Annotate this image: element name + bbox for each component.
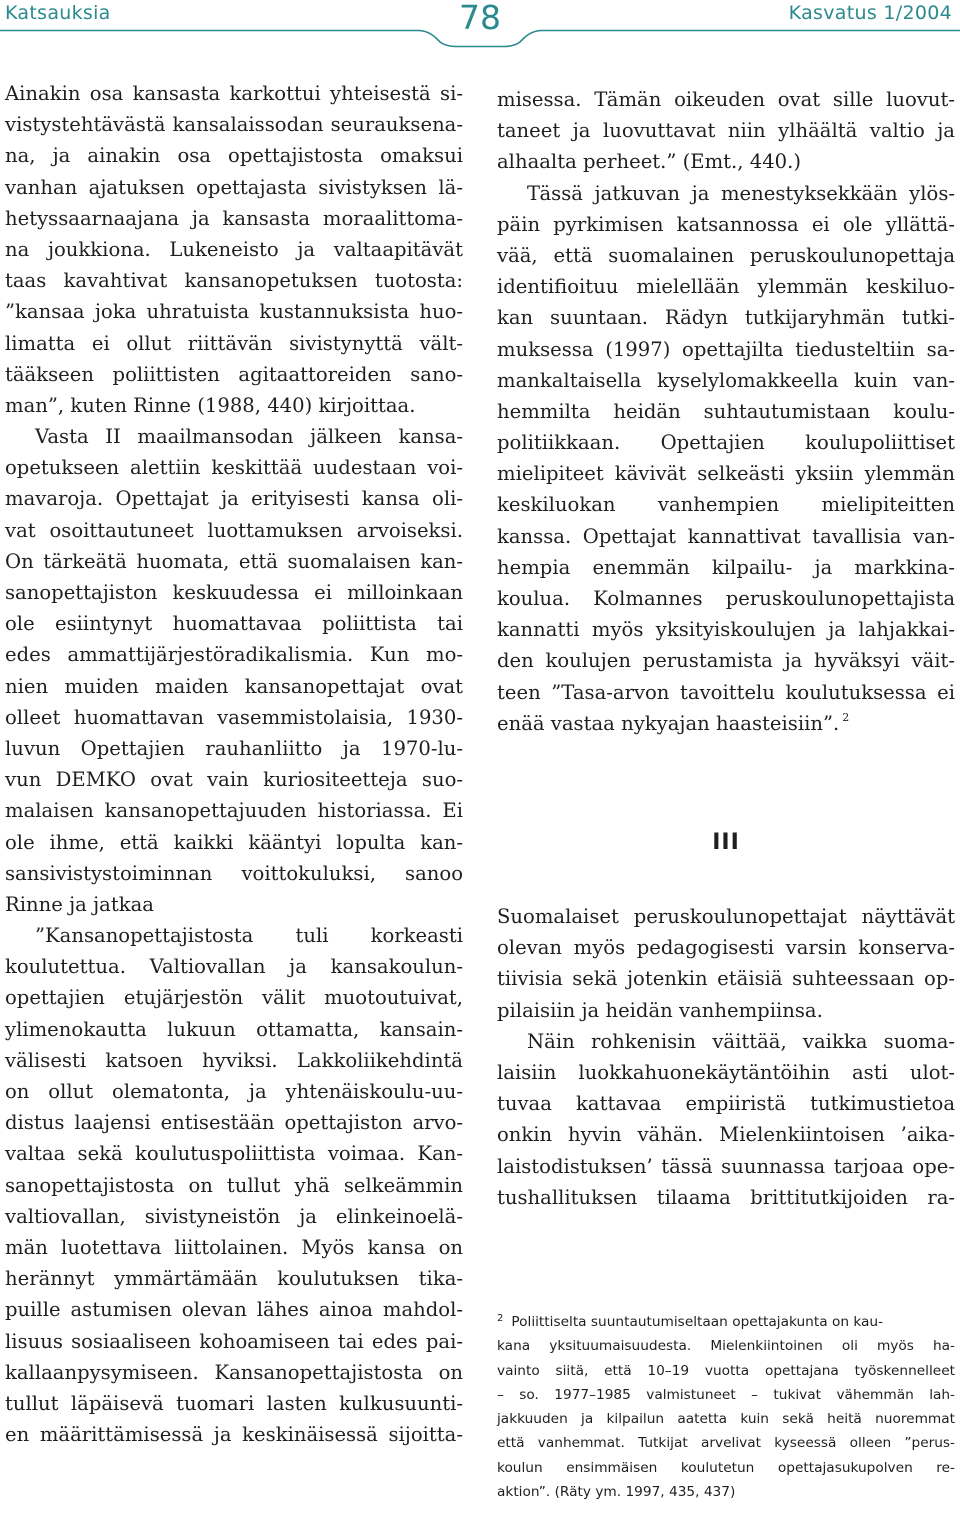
text-line: Tässä jatkuvan ja menestyksekkään ylös-: [527, 181, 955, 205]
text-line: kanssa. Opettajat kannattivat tavallisia van-: [497, 524, 955, 548]
footnote-line: – so. 1977–1985 valmistuneet – tukivat vähemmän lah-: [497, 1386, 955, 1403]
text-line: identifioituu mielellään ylemmän keskiluo-: [497, 275, 955, 299]
text-line: tullut läpäisevä tuomari lasten kulkusuunti-: [5, 1391, 463, 1415]
text-line: alhaalta perheet.” (Emt., 440.): [497, 150, 801, 174]
footnote-line: aktion”. (Räty ym. 1997, 435, 437): [497, 1484, 736, 1501]
text-line: en määrittämisessä ja keskinäisessä sijoitta-: [5, 1423, 463, 1447]
text-line: sanopettajistosta on tullut yhä selkeämmin: [5, 1173, 463, 1197]
footnote-line: jakkuuden ja kilpailun aatetta kuin sekä heitä nuoremmat: [497, 1411, 955, 1428]
text-line: vää, että suomalainen peruskoulunopettaja: [497, 243, 955, 267]
text-line: na joukkiona. Lukeneisto ja valtaapitävät: [5, 237, 463, 261]
text-line: na, ja ainakin osa opettajistosta omaksui: [5, 144, 463, 168]
footnote-line: että vanhemmat. Tutkijat arvelivat kyseessä olleen ”perus-: [497, 1435, 955, 1452]
text-line: män luotettava liittolainen. Myös kansa on: [5, 1235, 463, 1259]
text-line: Näin rohkenisin väittää, vaikka suoma-: [527, 1029, 955, 1053]
text-line: opetukseen alettiin keskittää uudestaan voi-: [5, 456, 463, 480]
text-line: on ollut olematonta, ja yhtenäiskoulu-uu-: [5, 1080, 463, 1103]
text-line: pilaisiin ja heidän vanhempiinsa.: [497, 998, 823, 1022]
text-line: ylimenokautta lukuun ottamatta, kansain-: [5, 1017, 463, 1041]
text-line: olevan myös pedagogisesti varsin konserva-: [497, 936, 955, 960]
text-line: luvun Opettajien rauhanliitto ja 1970-lu-: [5, 736, 463, 760]
text-line: taneet ja luovuttavat niin ylhäältä valtio ja: [497, 119, 955, 143]
text-line: man”, kuten Rinne (1988, 440) kirjoittaa.: [5, 393, 416, 417]
text-line: Rinne ja jatkaa: [5, 892, 154, 916]
footnote-number: 2: [497, 1313, 504, 1324]
text-line: taas kavahtivat kansanopetuksen tuotosta:: [5, 269, 463, 293]
text-line: sansivistystoiminnan voittokuluksi, sanoo: [5, 861, 463, 885]
footnote-line: [497, 1310, 955, 1334]
text-line: hetyssaarnaajana ja kansasta moraalittoma-: [5, 206, 463, 230]
text-line: ole ihme, että kaikki kääntyi lopulta kan-: [5, 830, 463, 854]
text-line: On tärkeätä huomata, että suomalaisen kan-: [5, 549, 463, 573]
text-line: ole esiintynyt huomattavaa poliittista tai: [5, 612, 463, 636]
text-line: hempia enemmän kilpailu- ja markkina-: [497, 555, 955, 579]
text-line: tiivisia sekä jotenkin etäisiä suhteessaan op-: [497, 967, 955, 991]
text-line: olleet huomattavan vasemmistolaisia, 1930-: [5, 705, 463, 729]
page-header: [0, 0, 960, 48]
text-line: ”kansaa joka uhratuista kustannuksista huo-: [5, 300, 463, 324]
text-line: valtaa sekä koulutuspoliittista voimaa. Kan-: [5, 1142, 463, 1166]
text-line: malaisen kansanopettajuuden historiassa. Ei: [5, 799, 463, 823]
text-line: Vasta II maailmansodan jälkeen kansa-: [35, 425, 463, 449]
footnote-text: Poliittiselta suuntautumiseltaan opettajakunta on kau-: [511, 1314, 884, 1330]
text-line: vistystehtävästä kansalaissodan seurauksena-: [5, 113, 463, 137]
header-journal: Kasvatus 1/2004: [788, 2, 952, 24]
text-line: koulua. Kolmannes peruskoulunopettajista: [497, 587, 955, 610]
text-line: mielipiteet kävivät selkeästi yksiin ylemmän: [497, 462, 955, 486]
left-column: [5, 78, 463, 1450]
text-line: opettajien etujärjestön välit muotoutuivat,: [5, 986, 463, 1010]
text-line: vat osoittautuneet luottamuksen arvoiseksi.: [5, 518, 463, 542]
text-line: kan suuntaan. Rädyn tutkijaryhmän tutki-: [497, 306, 955, 330]
text-line: vun DEMKO ovat vain kuriositeetteja suo-: [5, 768, 463, 792]
text-line: vanhan ajatuksen opettajasta sivistyksen lä-: [5, 175, 463, 199]
text-line: mankaltaisella kyselylomakkeella kuin van-: [497, 368, 955, 392]
text-line: tääkseen poliittisten agitaattoreiden sano-: [5, 362, 463, 386]
text-line: välisesti katsoen hyviksi. Lakkoliikehdintä: [5, 1048, 463, 1072]
text-line: tuvaa kattavaa empiiristä tutkimustietoa: [497, 1092, 955, 1116]
text-line: päin pyrkimisen katsannossa ei ole yllättä-: [497, 212, 955, 236]
page-number: 78: [459, 0, 501, 37]
text-line: mavaroja. Opettajat ja erityisesti kansa oli-: [5, 487, 463, 511]
footnote-line: kana yksituumaisuudesta. Mielenkiintoinen oli myös ha-: [497, 1338, 955, 1355]
right-column-top: [497, 84, 955, 739]
text-line: limatta ei ollut riittävän sivistynyttä vält-: [5, 331, 463, 355]
text-line: hemmilta heidän suhtautumistaan koulu-: [497, 399, 955, 423]
text-line: Suomalaiset peruskoulunopettajat näyttävät: [497, 905, 955, 928]
text-line: lisuus sosiaaliseen kohoamiseen tai edes pai-: [5, 1329, 463, 1353]
text-line: sanopettajiston keskuudessa ei milloinkaan: [5, 581, 463, 604]
right-column-bottom: [497, 901, 955, 1213]
footnote-line: koulun ensimmäisen koulutetun opettajasukupolven re-: [497, 1459, 955, 1476]
text-line: edes ammattijärjestöradikalismia. Kun mo-: [5, 643, 463, 667]
text-line: valtiovallan, sivistyneistön ja elinkeinoelä-: [5, 1204, 463, 1228]
footnote-line: vainto siitä, että 10–19 vuotta opettajana työskennelleet: [497, 1362, 955, 1379]
text-line: teen ”Tasa-arvon tavoittelu koulutuksessa ei: [497, 680, 955, 704]
text-line: nien muiden maiden kansanopettajat ovat: [5, 674, 463, 698]
text-line: ”Kansanopettajistosta tuli korkeasti: [35, 924, 463, 948]
header-section: Katsauksia: [5, 2, 111, 24]
text-line: den koulujen perustamista ja hyväksyi väit-: [497, 649, 955, 673]
text-line: herännyt ymmärtämään koulutuksen tika-: [5, 1267, 463, 1291]
text-line: misessa. Tämän oikeuden ovat sille luovut-: [497, 88, 955, 111]
text-line: laisiin luokkahuonekäytäntöihin asti ulot-: [497, 1060, 955, 1084]
text-line: muksessa (1997) opettajilta tiedusteltiin sa-: [497, 337, 955, 361]
text-line: onkin hyvin vähän. Mielenkiintoisen ’aika-: [497, 1123, 955, 1147]
text-line: Ainakin osa kansasta karkottui yhteisestä si-: [5, 82, 463, 105]
text-line: distus laajensi entisestään opettajiston arvo-: [5, 1111, 463, 1135]
text-line: koulutettua. Valtiovallan ja kansakoulun-: [5, 955, 463, 979]
text-line: puille astumisen olevan lähes ainoa mahdol-: [5, 1298, 463, 1322]
text-line: laistodistuksen’ tässä suunnassa tarjoaa ope-: [497, 1154, 955, 1178]
text-line-content: enää vastaa nykyajan haasteisiin”.: [497, 711, 840, 735]
footnote: [497, 1310, 955, 1504]
section-heading: III: [712, 830, 740, 855]
text-line: politiikkaan. Opettajien koulupoliittiset: [497, 431, 955, 455]
text-line: kannatti myös yksityiskoulujen ja lahjakkai-: [497, 618, 955, 642]
text-line: kallaanpysymiseen. Kansanopettajistosta on: [5, 1360, 463, 1384]
text-line: keskiluokan vanhempien mielipiteitten: [497, 493, 955, 517]
text-line: [497, 708, 955, 739]
text-line: tushallituksen tilaama brittitutkijoiden ra-: [497, 1185, 955, 1209]
footnote-reference[interactable]: 2: [842, 710, 850, 724]
